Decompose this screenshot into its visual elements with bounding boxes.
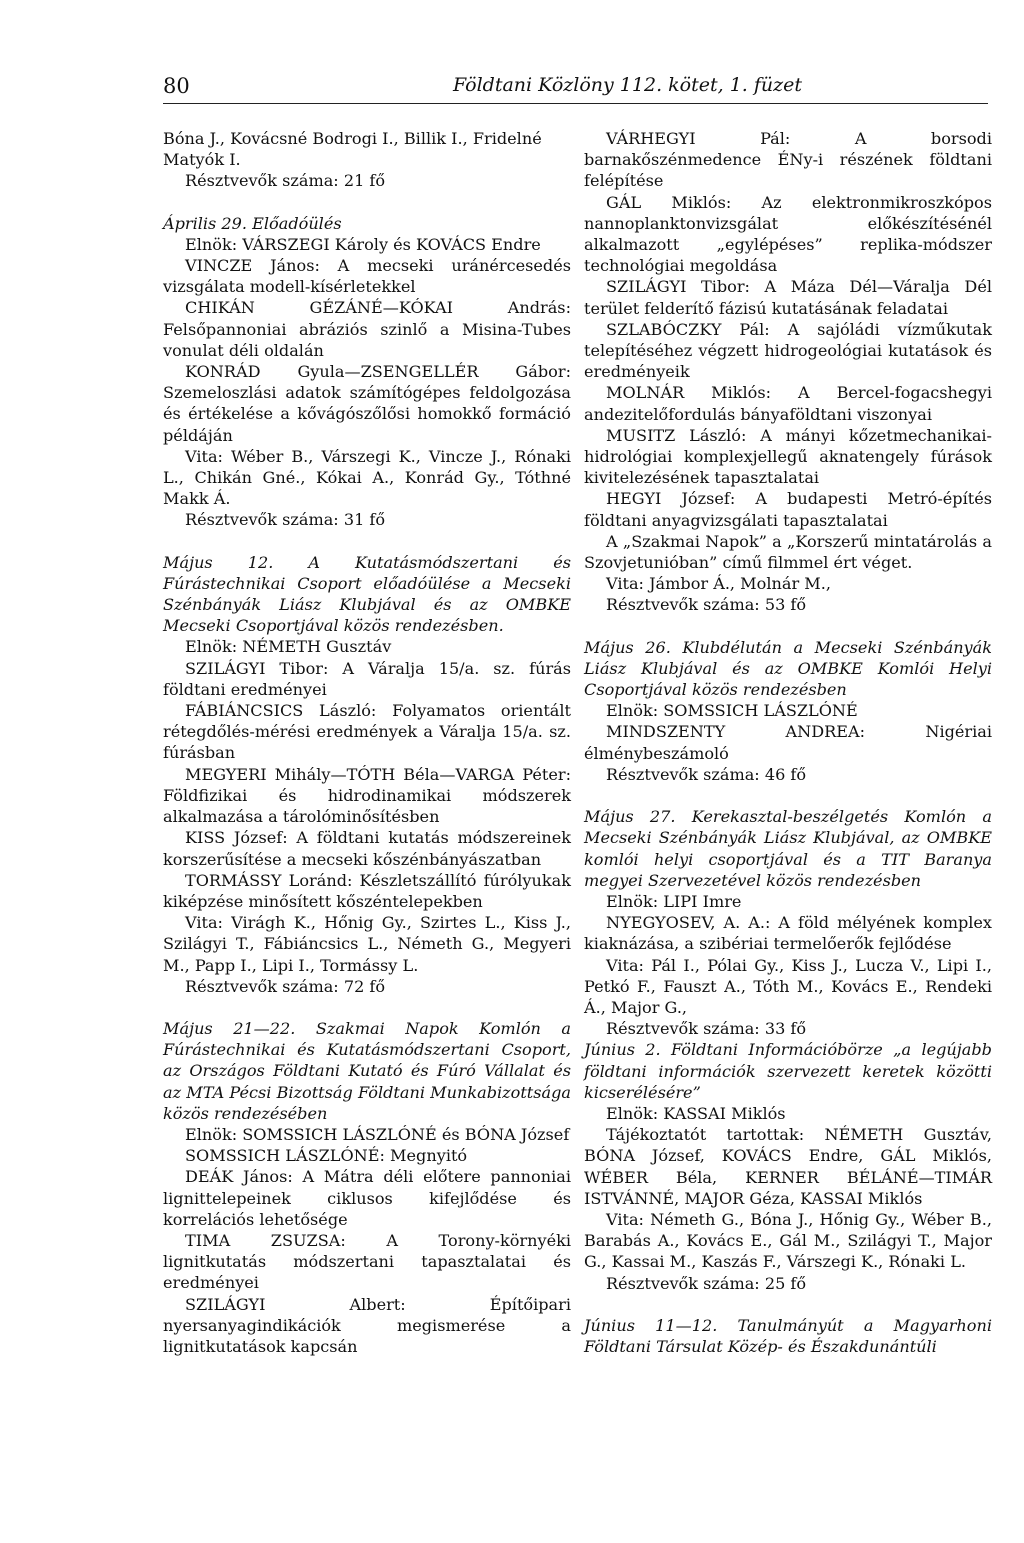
text-paragraph: KONRÁD Gyula—ZSENGELLÉR Gábor: Szemeloszlási adatok számítógépes feldolgozása és értékelése a kővágószőlősi homokkő formáció példáján — [163, 362, 571, 445]
text-paragraph: MEGYERI Mihály—TÓTH Béla—VARGA Péter: Földfizikai és hidrodinamikai módszerek alkalmazása a tárolóminősítésben — [163, 764, 571, 827]
header-rule — [163, 103, 988, 104]
text-paragraph: Elnök: SOMSSICH LÁSZLÓNÉ — [606, 701, 858, 721]
text-paragraph: Vita: Németh G., Bóna J., Hőnig Gy., Wéber B., Barabás A., Kovács E., Gál M., Szilágyi T., Major G., Kassai M., Kaszás F., Várszegi K., Rónaki L. — [584, 1209, 992, 1272]
text-paragraph: Bóna J., Kovácsné Bodrogi I., Billik I., Fridelné Matyók I. — [163, 129, 542, 170]
text-paragraph: SZILÁGYI Tibor: A Váralja 15/a. sz. fúrás földtani eredményei — [163, 658, 571, 699]
text-paragraph: MUSITZ László: A mányi kőzetmechanikai-hidrológiai komplexjellegű aknatengely fúrások kivitelezésének tapasztalatai — [584, 425, 992, 488]
text-paragraph: Tájékoztatót tartottak: NÉMETH Gusztáv, BÓNA József, KOVÁCS Endre, GÁL Miklós, WÉBER Béla, KERNER BÉLÁNÉ—TIMÁR ISTVÁNNÉ, MAJOR Géza, KASSAI Miklós — [584, 1125, 992, 1208]
text-paragraph: A „Szakmai Napok” a „Korszerű mintatárolás a Szovjetunióban” című filmmel ért véget. — [584, 531, 992, 573]
running-title: Földtani Közlöny 112. kötet, 1. füzet — [453, 74, 803, 96]
text-paragraph: TIMA ZSUZSA: A Torony-környéki lignitkutatás módszertani tapasztalatai és eredményei — [163, 1230, 571, 1293]
text-paragraph: SZILÁGYI Tibor: A Máza Dél—Váralja Dél terület felderítő fázisú kutatásának feladatai — [584, 277, 992, 318]
text-paragraph: Résztvevők száma: 25 fő — [606, 1273, 807, 1293]
section-heading: Április 29. Előadóülés — [163, 213, 342, 233]
text-paragraph: Elnök: NÉMETH Gusztáv — [185, 637, 392, 657]
text-paragraph: MINDSZENTY ANDREA: Nigériai élménybeszámoló — [584, 722, 992, 763]
text-paragraph: Vita: Pál I., Pólai Gy., Kiss J., Lucza V., Lipi I., Petkó F., Fauszt A., Tóth M., Kovács E., Rendeki Á., Major G., — [584, 955, 992, 1017]
text-paragraph: Vita: Jámbor Á., Molnár M., — [606, 574, 831, 594]
section-heading: Május 21—22. Szakmai Napok Komlón a Fúrástechnikai és Kutatásmódszertani Csoport, az Országos Földtani Kutató és Fúró Vállalat és az MTA Pécsi Bizottság Földtani Munkabizottsága közös rendezésében — [163, 1018, 571, 1123]
text-paragraph: Vita: Wéber B., Várszegi K., Vincze J., Rónaki L., Chikán Gné., Kókai A., Konrád Gy., Tóthné Makk Á. — [163, 446, 571, 509]
text-paragraph: Résztvevők száma: 46 fő — [606, 764, 807, 784]
text-paragraph: NYEGYOSEV, A. A.: A föld mélyének komplex kiaknázása, a szibériai termelőerők fejlődése — [584, 913, 992, 954]
section-heading: Május 12. A Kutatásmódszertani és Fúrástechnikai Csoport előadóülése a Mecseki Szénbányák Liász Klubjával és az OMBKE Mecseki Csoportjával közös rendezésben. — [163, 552, 571, 636]
text-paragraph: CHIKÁN GÉZÁNÉ—KÓKAI András: Felsőpannoniai abráziós szinlő a Misina-Tubes vonulat déli oldalán — [163, 298, 571, 360]
text-paragraph: SOMSSICH LÁSZLÓNÉ: Megnyitó — [185, 1146, 468, 1166]
right-column — [584, 128, 992, 1357]
section-heading: Május 26. Klubdélután a Mecseki Szénbányák Liász Klubjával és az OMBKE Komlói Helyi Csoportjával közös rendezésben — [584, 637, 992, 700]
text-paragraph: FÁBIÁNCSICS László: Folyamatos orientált rétegdőlés-mérési eredmények a Váralja 15/a. sz. fúrásban — [163, 701, 571, 763]
section-heading: Május 27. Kerekasztal-beszélgetés Komlón a Mecseki Szénbányák Liász Klubjával, az OMBKE komlói helyi csoportjával és a TIT Baranya megyei Szervezetével közös rendezésben — [584, 807, 992, 890]
text-paragraph: Elnök: SOMSSICH LÁSZLÓNÉ és BÓNA József — [185, 1124, 570, 1144]
section-heading: Június 2. Földtani Információbörze „a legújabb földtani információk szervezett keretek közötti kicserélésére” — [584, 1040, 992, 1102]
text-paragraph: VÁRHEGYI Pál: A borsodi barnakőszénmedence ÉNy-i részének földtani felépítése — [584, 129, 992, 191]
text-paragraph: SZLABÓCZKY Pál: A sajóládi vízműkutak telepítéséhez végzett hidrogeológiai kutatások és eredményeik — [584, 319, 992, 382]
text-paragraph: TORMÁSSY Loránd: Készletszállító fúrólyukak kiképzése minősített kőszéntelepekben — [163, 870, 571, 911]
text-paragraph: SZILÁGYI Albert: Építőipari nyersanyagindikációk megismerése a lignitkutatások kapcsán — [163, 1294, 571, 1356]
text-paragraph: Résztvevők száma: 31 fő — [185, 510, 386, 530]
section-heading: Június 11—12. Tanulmányút a Magyarhoni Földtani Társulat Közép- és Északdunántúli — [584, 1315, 992, 1356]
text-paragraph: GÁL Miklós: Az elektronmikroszkópos nannoplanktonvizsgálat előkészítésénél alkalmazott „egylépéses” replika-módszer technológiai megoldása — [584, 192, 992, 276]
text-paragraph: Elnök: KASSAI Miklós — [606, 1103, 786, 1123]
left-column — [163, 128, 571, 1357]
text-paragraph: Résztvevők száma: 53 fő — [606, 595, 807, 615]
text-paragraph: HEGYI József: A budapesti Metró-építés földtani anyagvizsgálati tapasztalatai — [584, 489, 992, 530]
text-paragraph: Résztvevők száma: 21 fő — [185, 171, 386, 191]
page-number: 80 — [163, 74, 190, 98]
text-paragraph: KISS József: A földtani kutatás módszereinek korszerűsítése a mecseki kőszénbányászatban — [163, 828, 571, 869]
text-paragraph: Elnök: VÁRSZEGI Károly és KOVÁCS Endre — [185, 234, 541, 254]
text-paragraph: Résztvevők száma: 72 fő — [185, 976, 386, 996]
text-paragraph: VINCZE János: A mecseki uránércesedés vizsgálata modell-kísérletekkel — [163, 256, 571, 297]
text-paragraph: Vita: Virágh K., Hőnig Gy., Szirtes L., Kiss J., Szilágyi T., Fábiáncsics L., Németh G., Megyeri M., Papp I., Lipi I., Tormássy L. — [163, 913, 571, 975]
text-paragraph: DEÁK János: A Mátra déli előtere pannoniai lignittelepeinek ciklusos kifejlődése és korrelációs lehetősége — [163, 1167, 571, 1229]
text-paragraph: Elnök: LIPI Imre — [606, 891, 742, 911]
text-paragraph: Résztvevők száma: 33 fő — [606, 1019, 807, 1039]
text-paragraph: MOLNÁR Miklós: A Bercel-fogacshegyi andezitelőfordulás bányaföldtani viszonyai — [584, 383, 992, 424]
